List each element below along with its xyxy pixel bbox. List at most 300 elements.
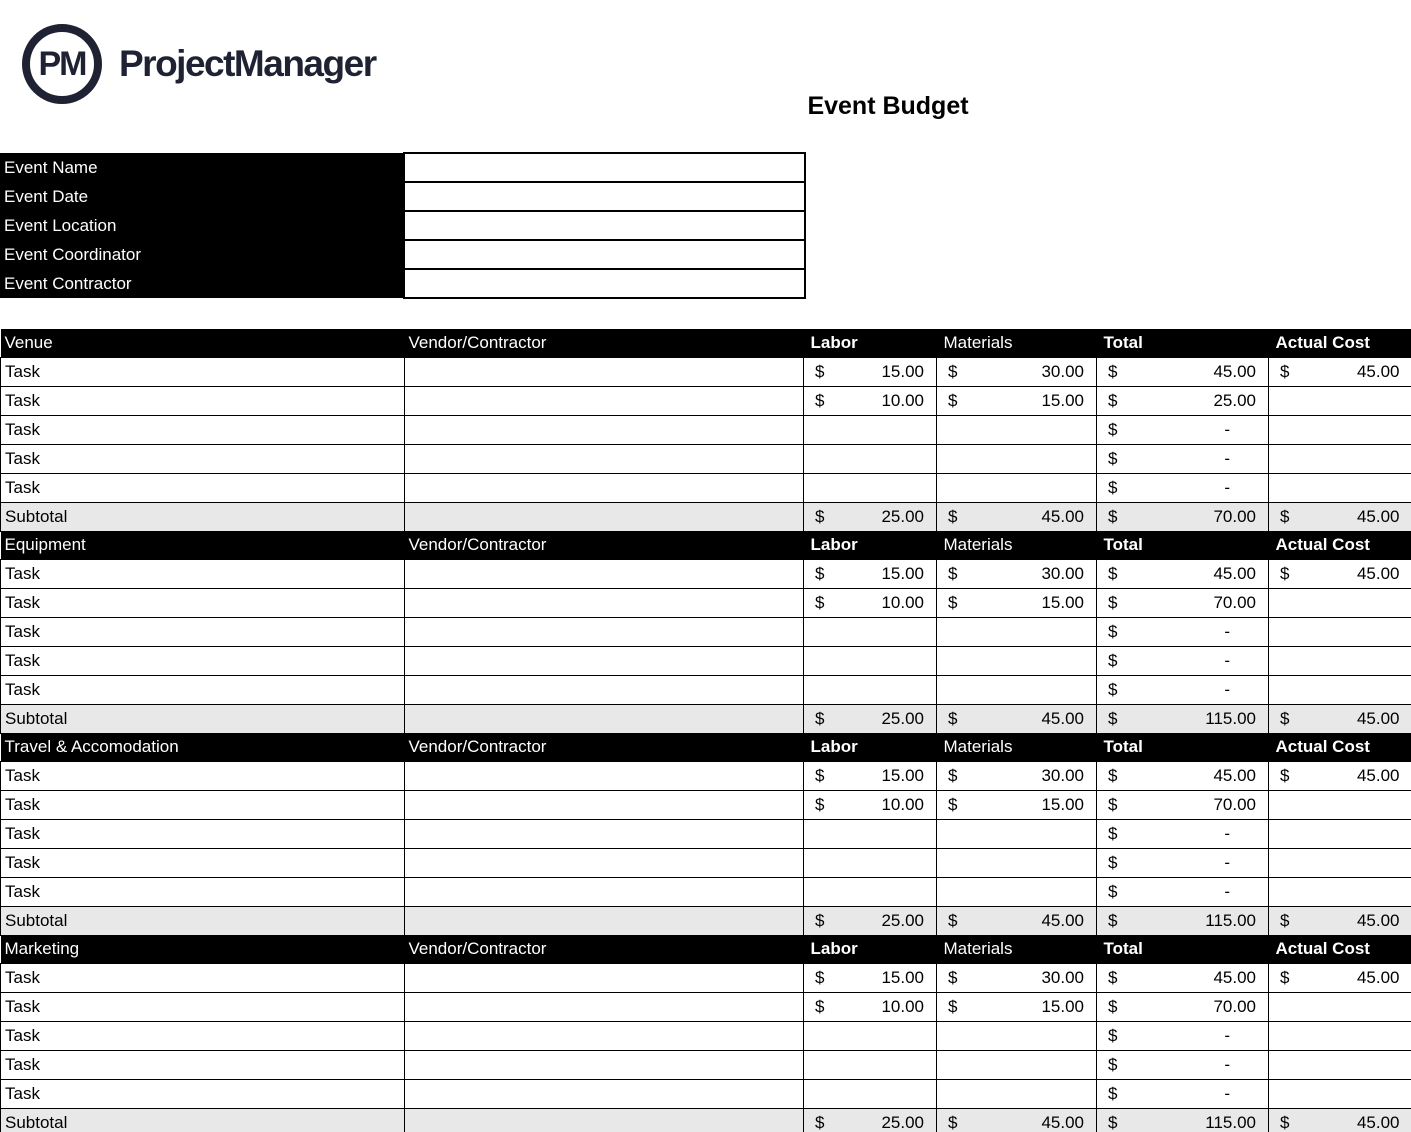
labor-cell[interactable] — [804, 444, 937, 473]
section-title-travel-accomodation: Travel & Accomodation — [1, 733, 405, 761]
event-info-row — [0, 182, 805, 211]
event-location-label: Event Location — [0, 211, 404, 240]
materials-cell[interactable] — [937, 646, 1097, 675]
currency-symbol: $ — [1108, 1083, 1118, 1103]
task-name-cell[interactable]: Task — [1, 1050, 405, 1079]
labor-cell[interactable] — [804, 675, 937, 704]
currency-symbol: $ — [1108, 506, 1118, 526]
labor-cell[interactable] — [804, 1079, 937, 1108]
task-name-cell[interactable]: Task — [1, 646, 405, 675]
actual-cost-cell[interactable] — [1269, 386, 1411, 415]
subtotal-row-marketing — [1, 1108, 1411, 1132]
amount-value: - — [1224, 621, 1230, 641]
total-cell — [1097, 617, 1269, 646]
task-name-cell[interactable]: Task — [1, 992, 405, 1021]
materials-cell[interactable] — [937, 963, 1097, 992]
amount-value: 15.00 — [881, 967, 924, 987]
labor-cell[interactable] — [804, 963, 937, 992]
task-name-cell[interactable]: Task — [1, 559, 405, 588]
currency-symbol: $ — [1108, 708, 1118, 728]
task-name-cell[interactable]: Task — [1, 386, 405, 415]
currency-symbol: $ — [948, 967, 958, 987]
subtotal-label-cell: Subtotal — [1, 906, 405, 935]
actual-cost-cell[interactable] — [1269, 1079, 1411, 1108]
currency-symbol: $ — [1108, 996, 1118, 1016]
labor-cell[interactable] — [804, 790, 937, 819]
column-header-labor: Labor — [804, 733, 937, 761]
column-header-actual-cost: Actual Cost — [1269, 935, 1411, 963]
task-name-cell[interactable]: Task — [1, 415, 405, 444]
materials-cell[interactable] — [937, 588, 1097, 617]
materials-cell[interactable] — [937, 386, 1097, 415]
task-name-cell[interactable]: Task — [1, 963, 405, 992]
vendor-cell[interactable] — [405, 646, 804, 675]
currency-symbol: $ — [815, 765, 825, 785]
vendor-cell[interactable] — [405, 1079, 804, 1108]
currency-symbol: $ — [1108, 592, 1118, 612]
subtotal-row-travel-accomodation — [1, 906, 1411, 935]
amount-value: 45.00 — [1356, 708, 1400, 728]
task-name-cell[interactable]: Task — [1, 675, 405, 704]
task-row — [1, 588, 1411, 617]
task-row — [1, 675, 1411, 704]
actual-cost-cell[interactable] — [1269, 646, 1411, 675]
column-header-total: Total — [1097, 329, 1269, 357]
currency-symbol: $ — [948, 390, 958, 410]
currency-symbol: $ — [815, 967, 825, 987]
labor-cell[interactable] — [804, 415, 937, 444]
total-cell — [1097, 992, 1269, 1021]
currency-symbol: $ — [948, 910, 958, 930]
total-cell — [1097, 1079, 1269, 1108]
event-info-table — [0, 152, 806, 299]
amount-value: 45.00 — [1356, 506, 1400, 526]
currency-symbol: $ — [1108, 765, 1118, 785]
vendor-cell[interactable] — [405, 790, 804, 819]
amount-value: - — [1224, 477, 1230, 497]
subtotal-actual-cost-cell — [1269, 502, 1411, 531]
actual-cost-cell[interactable] — [1269, 761, 1411, 790]
total-cell — [1097, 473, 1269, 502]
labor-cell[interactable] — [804, 617, 937, 646]
event-date-field[interactable] — [404, 182, 805, 211]
subtotal-labor-cell — [804, 502, 937, 531]
actual-cost-cell[interactable] — [1269, 790, 1411, 819]
vendor-cell[interactable] — [405, 415, 804, 444]
materials-cell[interactable] — [937, 415, 1097, 444]
vendor-cell[interactable] — [405, 357, 804, 386]
materials-cell[interactable] — [937, 675, 1097, 704]
labor-cell[interactable] — [804, 992, 937, 1021]
subtotal-labor-cell — [804, 704, 937, 733]
task-name-cell[interactable]: Task — [1, 588, 405, 617]
subtotal-vendor-cell — [405, 906, 804, 935]
vendor-cell[interactable] — [405, 963, 804, 992]
currency-symbol: $ — [1108, 477, 1118, 497]
currency-symbol: $ — [815, 563, 825, 583]
materials-cell[interactable] — [937, 357, 1097, 386]
pm-monogram-text: PM — [38, 44, 86, 83]
column-header-total: Total — [1097, 935, 1269, 963]
section-header-row-equipment — [1, 531, 1411, 559]
currency-symbol: $ — [1108, 794, 1118, 814]
amount-value: 10.00 — [881, 996, 924, 1016]
currency-symbol: $ — [1280, 1112, 1290, 1132]
task-name-cell[interactable]: Task — [1, 848, 405, 877]
materials-cell[interactable] — [937, 848, 1097, 877]
vendor-cell[interactable] — [405, 473, 804, 502]
amount-value: 45.00 — [1041, 910, 1084, 930]
pm-monogram-icon — [22, 24, 102, 104]
subtotal-materials-cell — [937, 906, 1097, 935]
task-name-cell[interactable]: Task — [1, 819, 405, 848]
event-name-field[interactable] — [404, 153, 805, 182]
total-cell — [1097, 415, 1269, 444]
materials-cell[interactable] — [937, 992, 1097, 1021]
currency-symbol: $ — [1108, 881, 1118, 901]
event-contractor-label: Event Contractor — [0, 269, 404, 298]
actual-cost-cell[interactable] — [1269, 848, 1411, 877]
projectmanager-logo — [22, 24, 376, 104]
currency-symbol: $ — [1108, 448, 1118, 468]
total-cell — [1097, 1050, 1269, 1079]
vendor-cell[interactable] — [405, 675, 804, 704]
task-row — [1, 992, 1411, 1021]
task-name-cell[interactable]: Task — [1, 1079, 405, 1108]
currency-symbol: $ — [1280, 361, 1290, 381]
materials-cell[interactable] — [937, 617, 1097, 646]
column-header-materials: Materials — [937, 733, 1097, 761]
amount-value: 70.00 — [1213, 592, 1256, 612]
vendor-cell[interactable] — [405, 877, 804, 906]
event-coordinator-field[interactable] — [404, 240, 805, 269]
total-cell — [1097, 357, 1269, 386]
materials-cell[interactable] — [937, 761, 1097, 790]
currency-symbol: $ — [1108, 852, 1118, 872]
currency-symbol: $ — [1280, 910, 1290, 930]
actual-cost-cell[interactable] — [1269, 675, 1411, 704]
subtotal-actual-cost-cell — [1269, 1108, 1411, 1132]
section-header-row-marketing — [1, 935, 1411, 963]
amount-value: - — [1224, 823, 1230, 843]
actual-cost-cell[interactable] — [1269, 444, 1411, 473]
total-cell — [1097, 761, 1269, 790]
total-cell — [1097, 588, 1269, 617]
amount-value: 15.00 — [1041, 794, 1084, 814]
subtotal-total-cell — [1097, 906, 1269, 935]
amount-value: 45.00 — [1356, 1112, 1400, 1132]
amount-value: 45.00 — [1213, 563, 1256, 583]
subtotal-label-cell: Subtotal — [1, 502, 405, 531]
actual-cost-cell[interactable] — [1269, 588, 1411, 617]
currency-symbol: $ — [948, 996, 958, 1016]
subtotal-vendor-cell — [405, 1108, 804, 1132]
subtotal-total-cell — [1097, 1108, 1269, 1132]
currency-symbol: $ — [815, 1112, 825, 1132]
amount-value: 10.00 — [881, 794, 924, 814]
amount-value: 115.00 — [1205, 1112, 1256, 1132]
amount-value: - — [1224, 448, 1230, 468]
currency-symbol: $ — [948, 563, 958, 583]
amount-value: - — [1224, 1025, 1230, 1045]
currency-symbol: $ — [1280, 563, 1290, 583]
vendor-cell[interactable] — [405, 1050, 804, 1079]
currency-symbol: $ — [1108, 419, 1118, 439]
materials-cell[interactable] — [937, 819, 1097, 848]
currency-symbol: $ — [815, 996, 825, 1016]
actual-cost-cell[interactable] — [1269, 963, 1411, 992]
currency-symbol: $ — [1108, 679, 1118, 699]
task-row — [1, 1021, 1411, 1050]
task-name-cell[interactable]: Task — [1, 877, 405, 906]
amount-value: - — [1224, 679, 1230, 699]
task-row — [1, 1079, 1411, 1108]
actual-cost-cell[interactable] — [1269, 1050, 1411, 1079]
labor-cell[interactable] — [804, 1050, 937, 1079]
labor-cell[interactable] — [804, 877, 937, 906]
amount-value: 45.00 — [1356, 765, 1400, 785]
task-name-cell[interactable]: Task — [1, 357, 405, 386]
amount-value: 45.00 — [1041, 506, 1084, 526]
amount-value: - — [1224, 881, 1230, 901]
currency-symbol: $ — [1108, 361, 1118, 381]
subtotal-total-cell — [1097, 704, 1269, 733]
amount-value: 45.00 — [1041, 708, 1084, 728]
subtotal-row-venue — [1, 502, 1411, 531]
task-name-cell[interactable]: Task — [1, 617, 405, 646]
materials-cell[interactable] — [937, 473, 1097, 502]
amount-value: 45.00 — [1213, 361, 1256, 381]
materials-cell[interactable] — [937, 559, 1097, 588]
subtotal-labor-cell — [804, 1108, 937, 1132]
materials-cell[interactable] — [937, 1050, 1097, 1079]
currency-symbol: $ — [948, 506, 958, 526]
currency-symbol: $ — [1108, 967, 1118, 987]
currency-symbol: $ — [815, 708, 825, 728]
amount-value: 15.00 — [1041, 592, 1084, 612]
currency-symbol: $ — [815, 794, 825, 814]
total-cell — [1097, 848, 1269, 877]
amount-value: 25.00 — [881, 1112, 924, 1132]
amount-value: 15.00 — [881, 765, 924, 785]
currency-symbol: $ — [815, 506, 825, 526]
event-coordinator-label: Event Coordinator — [0, 240, 404, 269]
actual-cost-cell[interactable] — [1269, 559, 1411, 588]
amount-value: 25.00 — [881, 910, 924, 930]
page-title: Event Budget — [807, 92, 969, 120]
column-header-materials: Materials — [937, 329, 1097, 357]
currency-symbol: $ — [815, 910, 825, 930]
currency-symbol: $ — [1108, 1054, 1118, 1074]
amount-value: 15.00 — [1041, 996, 1084, 1016]
column-header-labor: Labor — [804, 329, 937, 357]
total-cell — [1097, 559, 1269, 588]
materials-cell[interactable] — [937, 1021, 1097, 1050]
actual-cost-cell[interactable] — [1269, 1021, 1411, 1050]
currency-symbol: $ — [1108, 650, 1118, 670]
task-row — [1, 444, 1411, 473]
amount-value: 10.00 — [881, 592, 924, 612]
subtotal-materials-cell — [937, 704, 1097, 733]
amount-value: 30.00 — [1041, 967, 1084, 987]
actual-cost-cell[interactable] — [1269, 819, 1411, 848]
actual-cost-cell[interactable] — [1269, 617, 1411, 646]
total-cell — [1097, 790, 1269, 819]
currency-symbol: $ — [1108, 621, 1118, 641]
event-info-row — [0, 153, 805, 182]
task-row — [1, 1050, 1411, 1079]
materials-cell[interactable] — [937, 790, 1097, 819]
task-name-cell[interactable]: Task — [1, 761, 405, 790]
currency-symbol: $ — [1280, 967, 1290, 987]
subtotal-materials-cell — [937, 502, 1097, 531]
labor-cell[interactable] — [804, 646, 937, 675]
currency-symbol: $ — [948, 1112, 958, 1132]
vendor-cell[interactable] — [405, 761, 804, 790]
amount-value: 45.00 — [1041, 1112, 1084, 1132]
amount-value: 45.00 — [1356, 967, 1400, 987]
currency-symbol: $ — [948, 361, 958, 381]
amount-value: 30.00 — [1041, 563, 1084, 583]
amount-value: 10.00 — [881, 390, 924, 410]
currency-symbol: $ — [1108, 1112, 1118, 1132]
currency-symbol: $ — [1108, 910, 1118, 930]
task-row — [1, 646, 1411, 675]
task-row — [1, 617, 1411, 646]
event-info-row — [0, 240, 805, 269]
amount-value: 25.00 — [881, 506, 924, 526]
vendor-cell[interactable] — [405, 588, 804, 617]
vendor-cell[interactable] — [405, 848, 804, 877]
subtotal-vendor-cell — [405, 502, 804, 531]
event-name-label: Event Name — [0, 153, 404, 182]
currency-symbol: $ — [1280, 506, 1290, 526]
task-row — [1, 877, 1411, 906]
event-location-field[interactable] — [404, 211, 805, 240]
event-date-label: Event Date — [0, 182, 404, 211]
actual-cost-cell[interactable] — [1269, 357, 1411, 386]
task-row — [1, 848, 1411, 877]
event-info-row — [0, 269, 805, 298]
task-name-cell[interactable]: Task — [1, 444, 405, 473]
labor-cell[interactable] — [804, 588, 937, 617]
subtotal-labor-cell — [804, 906, 937, 935]
column-header-actual-cost: Actual Cost — [1269, 329, 1411, 357]
amount-value: 70.00 — [1213, 794, 1256, 814]
labor-cell[interactable] — [804, 386, 937, 415]
currency-symbol: $ — [948, 708, 958, 728]
total-cell — [1097, 963, 1269, 992]
task-row — [1, 559, 1411, 588]
subtotal-label-cell: Subtotal — [1, 1108, 405, 1132]
currency-symbol: $ — [948, 765, 958, 785]
vendor-cell[interactable] — [405, 617, 804, 646]
vendor-cell[interactable] — [405, 444, 804, 473]
materials-cell[interactable] — [937, 1079, 1097, 1108]
column-header-vendor: Vendor/Contractor — [405, 935, 804, 963]
section-header-row-travel-accomodation — [1, 733, 1411, 761]
vendor-cell[interactable] — [405, 1021, 804, 1050]
actual-cost-cell[interactable] — [1269, 992, 1411, 1021]
subtotal-materials-cell — [937, 1108, 1097, 1132]
section-title-venue: Venue — [1, 329, 405, 357]
amount-value: - — [1224, 1054, 1230, 1074]
labor-cell[interactable] — [804, 1021, 937, 1050]
total-cell — [1097, 1021, 1269, 1050]
labor-cell[interactable] — [804, 848, 937, 877]
total-cell — [1097, 675, 1269, 704]
task-name-cell[interactable]: Task — [1, 1021, 405, 1050]
currency-symbol: $ — [815, 592, 825, 612]
vendor-cell[interactable] — [405, 559, 804, 588]
labor-cell[interactable] — [804, 761, 937, 790]
total-cell — [1097, 386, 1269, 415]
column-header-vendor: Vendor/Contractor — [405, 329, 804, 357]
currency-symbol: $ — [948, 794, 958, 814]
amount-value: 25.00 — [881, 708, 924, 728]
task-row — [1, 357, 1411, 386]
subtotal-label-cell: Subtotal — [1, 704, 405, 733]
labor-cell[interactable] — [804, 473, 937, 502]
subtotal-row-equipment — [1, 704, 1411, 733]
labor-cell[interactable] — [804, 819, 937, 848]
vendor-cell[interactable] — [405, 992, 804, 1021]
column-header-vendor: Vendor/Contractor — [405, 733, 804, 761]
amount-value: 70.00 — [1213, 996, 1256, 1016]
labor-cell[interactable] — [804, 559, 937, 588]
amount-value: 30.00 — [1041, 765, 1084, 785]
currency-symbol: $ — [815, 361, 825, 381]
total-cell — [1097, 646, 1269, 675]
column-header-materials: Materials — [937, 935, 1097, 963]
labor-cell[interactable] — [804, 357, 937, 386]
currency-symbol: $ — [1108, 390, 1118, 410]
task-row — [1, 473, 1411, 502]
vendor-cell[interactable] — [405, 819, 804, 848]
amount-value: 45.00 — [1213, 765, 1256, 785]
task-row — [1, 963, 1411, 992]
actual-cost-cell[interactable] — [1269, 415, 1411, 444]
task-name-cell[interactable]: Task — [1, 473, 405, 502]
materials-cell[interactable] — [937, 444, 1097, 473]
budget-table — [0, 329, 1411, 1132]
event-contractor-field[interactable] — [404, 269, 805, 298]
amount-value: 45.00 — [1356, 910, 1400, 930]
task-row — [1, 790, 1411, 819]
actual-cost-cell[interactable] — [1269, 877, 1411, 906]
currency-symbol: $ — [948, 592, 958, 612]
column-header-actual-cost: Actual Cost — [1269, 531, 1411, 559]
amount-value: - — [1224, 852, 1230, 872]
actual-cost-cell[interactable] — [1269, 473, 1411, 502]
column-header-materials: Materials — [937, 531, 1097, 559]
logo-wordmark: ProjectManager — [119, 43, 376, 84]
total-cell — [1097, 877, 1269, 906]
amount-value: 15.00 — [1041, 390, 1084, 410]
currency-symbol: $ — [815, 390, 825, 410]
task-name-cell[interactable]: Task — [1, 790, 405, 819]
materials-cell[interactable] — [937, 877, 1097, 906]
column-header-vendor: Vendor/Contractor — [405, 531, 804, 559]
amount-value: 30.00 — [1041, 361, 1084, 381]
amount-value: 115.00 — [1205, 910, 1256, 930]
column-header-labor: Labor — [804, 531, 937, 559]
amount-value: 15.00 — [881, 361, 924, 381]
vendor-cell[interactable] — [405, 386, 804, 415]
column-header-total: Total — [1097, 531, 1269, 559]
amount-value: 45.00 — [1213, 967, 1256, 987]
amount-value: 45.00 — [1356, 563, 1400, 583]
